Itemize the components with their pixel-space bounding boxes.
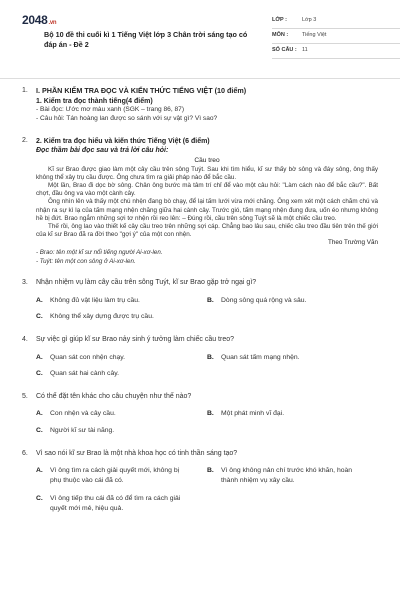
option-key: B. — [207, 467, 214, 475]
footnote: - Tuýt: tên một con sông ở Ai-xơ-len. — [36, 258, 136, 266]
option-a[interactable] — [36, 409, 207, 418]
option-row — [36, 353, 378, 362]
story-title: Cầu treo — [194, 156, 220, 164]
story-author: Theo Trường Văn — [328, 239, 378, 247]
option-row — [36, 369, 378, 378]
option-b[interactable] — [207, 466, 378, 486]
option-c[interactable] — [36, 494, 208, 514]
meta-key: SỐ CÂU : — [272, 47, 297, 54]
option-text: Một phát minh vĩ đại. — [221, 410, 285, 418]
question-5 — [22, 392, 378, 401]
option-key: A. — [36, 410, 43, 418]
question-4-options — [36, 353, 378, 378]
section-1 — [22, 86, 378, 124]
meta-value: Tiếng Việt — [302, 32, 327, 39]
option-c[interactable] — [36, 426, 376, 435]
option-text: Vì ông tìm ra cách giải quyết mới, không bị phụ thuộc vào cái đã có. — [50, 467, 180, 485]
option-c[interactable] — [36, 369, 376, 378]
section-body — [36, 86, 378, 124]
option-text: Quan sát tấm mạng nhện. — [221, 353, 300, 361]
meta-value: 11 — [302, 47, 308, 54]
exam-content — [0, 86, 400, 528]
question-6 — [22, 449, 378, 458]
story-paragraph: Kĩ sư Brao được giao làm một cây cầu trên sông Tuýt. Sau khi tìm hiểu, kĩ sư thấy bờ sông và đáy sông, ông thấy không thể xây trụ cầu được. Ông chưa tìm ra giải pháp nào để bắc cầu. — [36, 165, 378, 181]
option-text: Dòng sông quá rộng và sâu. — [221, 296, 307, 304]
header-divider — [0, 78, 400, 79]
question-4 — [22, 335, 378, 344]
option-row — [36, 296, 378, 305]
option-key: A. — [36, 353, 43, 361]
part-title: I. PHẦN KIỂM TRA ĐỌC VÀ KIẾN THỨC TIẾNG VIỆT (10 điểm) — [36, 86, 247, 95]
question-number: 6. — [22, 449, 28, 457]
question-text: Sự việc gì giúp kĩ sư Brao nảy sinh ý tưởng làm chiếc cầu treo? — [36, 336, 235, 344]
option-text: Con nhện và cây cầu. — [50, 410, 116, 418]
question-number: 3. — [22, 279, 28, 287]
story-paragraph: Một lần, Brao đi dọc bờ sông. Chân ông bước mà tâm trí chỉ để vào một câu hỏi: "Làm cách nào để bắc cầu?". Bất chợt, đầu ông va vào một cành cây. — [36, 182, 378, 198]
question-text: Nhận nhiệm vụ làm cây cầu trên sông Tuýt, kĩ sư Brao gặp trở ngại gì? — [36, 279, 257, 287]
question-3-options — [36, 296, 378, 321]
option-text: Không đủ vật liệu làm trụ cầu. — [50, 296, 140, 304]
question-6-options — [36, 466, 378, 514]
sub-title: 2. Kiểm tra đọc hiểu và kiến thức Tiếng Việt (6 điểm) — [36, 137, 210, 145]
question-line: - Câu hỏi: Tán hoàng lan được so sánh với sự vật gì? Vì sao? — [36, 115, 218, 123]
option-text: Không thể xây dựng được trụ cầu. — [50, 313, 154, 321]
question-text: Có thể đặt tên khác cho câu chuyện như thế nào? — [36, 393, 192, 401]
logo-suffix: .vn — [48, 20, 57, 26]
section-number: 1. — [22, 87, 28, 94]
document-title: Bộ 10 đề thi cuối kì 1 Tiếng Việt lớp 3 Chân trời sáng tạo có đáp án - Đề 2 — [44, 30, 248, 50]
option-text: Vì ông tiếp thu cái đã có để tìm ra cách giải quyết mới mẻ, hiệu quả. — [50, 494, 181, 512]
option-key: C. — [36, 313, 43, 321]
option-key: C. — [36, 369, 43, 377]
option-key: C. — [36, 494, 43, 502]
option-text: Người kĩ sư tài năng. — [50, 426, 115, 434]
meta-key: MÔN : — [272, 32, 289, 39]
option-row — [36, 426, 378, 435]
meta-key: LỚP : — [272, 17, 287, 24]
question-3 — [22, 278, 378, 287]
meta-value: Lớp 3 — [302, 17, 317, 24]
reading-line: - Bài đọc: Ước mơ màu xanh (SGK – trang 86, 87) — [36, 106, 185, 114]
story-paragraph: Ông nhìn lên và thấy một chú nhện đang bò chạy, để lại tấm lưới vừa mới chăng. Ông xem xét một cách chăm chú và nhận ra sự kì lạ của tấm mạng nhện chăng giữa hai cành cây. Trước gió, tấm mạng nhện đung đưa, uốn éo nhưng không hề bị đứt. Brao ngắm những sợi tơ nhện rồi reo lên: – Đúng rồi, cầu trên sông Tuýt sẽ là một chiếc cầu treo. — [36, 198, 378, 222]
option-text: Vì ông không nản chí trước khó khăn, hoàn thành nhiệm vụ xây cầu. — [221, 467, 353, 485]
section-2 — [22, 136, 378, 267]
sub-title: 1. Kiểm tra đọc thành tiếng(4 điểm) — [36, 97, 153, 105]
meta-row-subject — [272, 29, 400, 44]
option-key: B. — [207, 410, 214, 418]
question-number: 5. — [22, 393, 28, 401]
meta-row-class — [272, 14, 400, 29]
logo-main: 2048 — [22, 13, 48, 27]
option-row — [36, 494, 378, 514]
option-c[interactable] — [36, 312, 376, 321]
option-row — [36, 409, 378, 418]
header — [22, 0, 378, 66]
question-5-options — [36, 409, 378, 434]
option-a[interactable] — [36, 353, 207, 362]
option-a[interactable] — [36, 466, 207, 486]
option-text: Quan sát con nhện chạy. — [50, 353, 126, 361]
instruction: Đọc thầm bài đọc sau và trả lời câu hỏi: — [36, 147, 169, 155]
footnote: - Brao: tên một kĩ sư nổi tiếng người Ai-xơ-len. — [36, 248, 163, 256]
section-number: 2. — [22, 136, 28, 144]
option-key: A. — [36, 296, 43, 304]
section-body — [36, 136, 378, 267]
option-b[interactable] — [207, 296, 378, 305]
option-key: B. — [207, 296, 214, 304]
option-b[interactable] — [207, 353, 378, 362]
meta-panel — [272, 14, 400, 59]
option-text: Quan sát hai cành cây. — [50, 369, 120, 377]
option-key: A. — [36, 467, 43, 475]
option-row — [36, 312, 378, 321]
option-row — [36, 466, 378, 486]
question-number: 4. — [22, 336, 28, 344]
story-paragraph: Thế rồi, ông lao vào thiết kế cây cầu treo trên những sợi cáp. Chẳng bao lâu sau, chiếc cầu treo đầu tiên trên thế giới của kĩ sư Brao đã ra đời theo "gợi ý" của một con nhện. — [36, 222, 378, 239]
option-b[interactable] — [207, 409, 378, 418]
option-a[interactable] — [36, 296, 207, 305]
option-key: C. — [36, 426, 43, 434]
question-text: Vì sao nói kĩ sư Brao là một nhà khoa học có tinh thần sáng tạo? — [36, 449, 238, 457]
meta-row-count — [272, 44, 400, 59]
option-key: B. — [207, 353, 214, 361]
